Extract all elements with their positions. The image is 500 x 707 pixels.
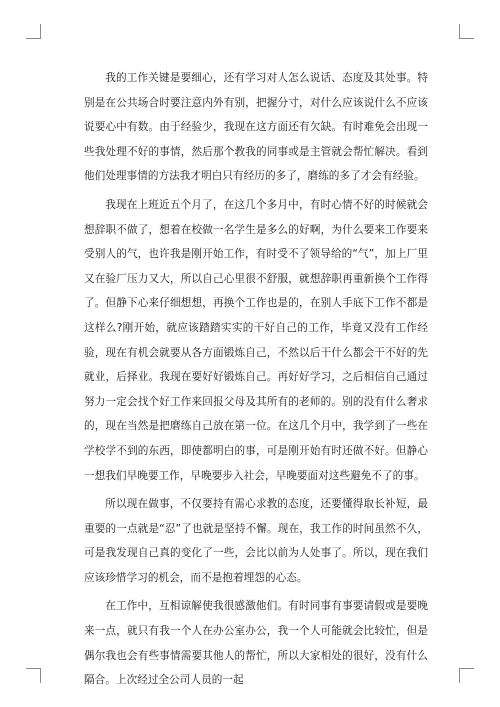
crop-mark-top-left <box>26 24 41 39</box>
paragraph: 我现在上班近五个月了，在这几个多月中，有时心情不好的时候就会想辞职不做了，想着在校做一名学生是多么的好啊，为什么要来工作要来受别人的气，也许我是刚开始工作，有时受不了领导给的“气”，加上厂里又在验厂压力又大，所以自己心里很不舒服，就想辞职再重新换个工作得了。但静下心来仔细想想，再换个工作也是的，在别人手底下工作不都是这样么?刚开始，就应该踏踏实实的干好自己的工作，毕竟又没有工作经验，现在有机会就要从各方面锻炼自己，不然以后干什么都会干不好的先就业，后择业。我现在要好好锻炼自己。再好好学习，之后相信自己通过努力一定会找个好工作来回报父母及其所有的老师的。别的没有什么奢求的，现在当然是把磨练自己放在第一位。在这几个月中，我学到了一些在学校学不到的东西，即使都明白的事，可是刚开始有时还做不好。但静心一想我们早晚要工作，早晚要步入社会，早晚要面对这些避免不了的事。 <box>84 198 428 482</box>
crop-mark-bottom-left <box>26 668 41 683</box>
paragraph: 我的工作关键是要细心，还有学习对人怎么说话、态度及其处事。特别是在公共场合时要注意内外有别，把握分寸，对什么应该说什么不应该说要心中有数。由于经验少，我现在这方面还有欠缺。有时难免会出现一些我处理不好的事情，然后那个教我的同事或是主管就会帮忙解决。看到他们处理事情的方法我才明白只有经历的多了，磨练的多了才会有经验。 <box>84 72 428 183</box>
document-body <box>84 66 428 697</box>
paragraph: 在工作中，互相谅解使我很感激他们。有时同事有事要请假或是要晚来一点，就只有我一个人在办公室办公，我一个人可能就会比较忙，但是偶尔我也会有些事情需要其他人的帮忙，所以大家相处的很好，没有什么隔合。上次经过全公司人员的一起 <box>84 600 428 687</box>
crop-mark-top-right <box>459 24 474 39</box>
crop-mark-bottom-right <box>459 668 474 683</box>
paragraph: 所以现在做事，不仅要持有需心求教的态度，还要懂得取长补短，最重要的一点就是“忍”了也就是坚持不懈。现在，我工作的时间虽然不久，可是我发现自己真的变化了一些，会比以前为人处事了。所以，现在我们应该珍惜学习的机会，而不是抱着埋怨的心态。 <box>84 498 428 584</box>
